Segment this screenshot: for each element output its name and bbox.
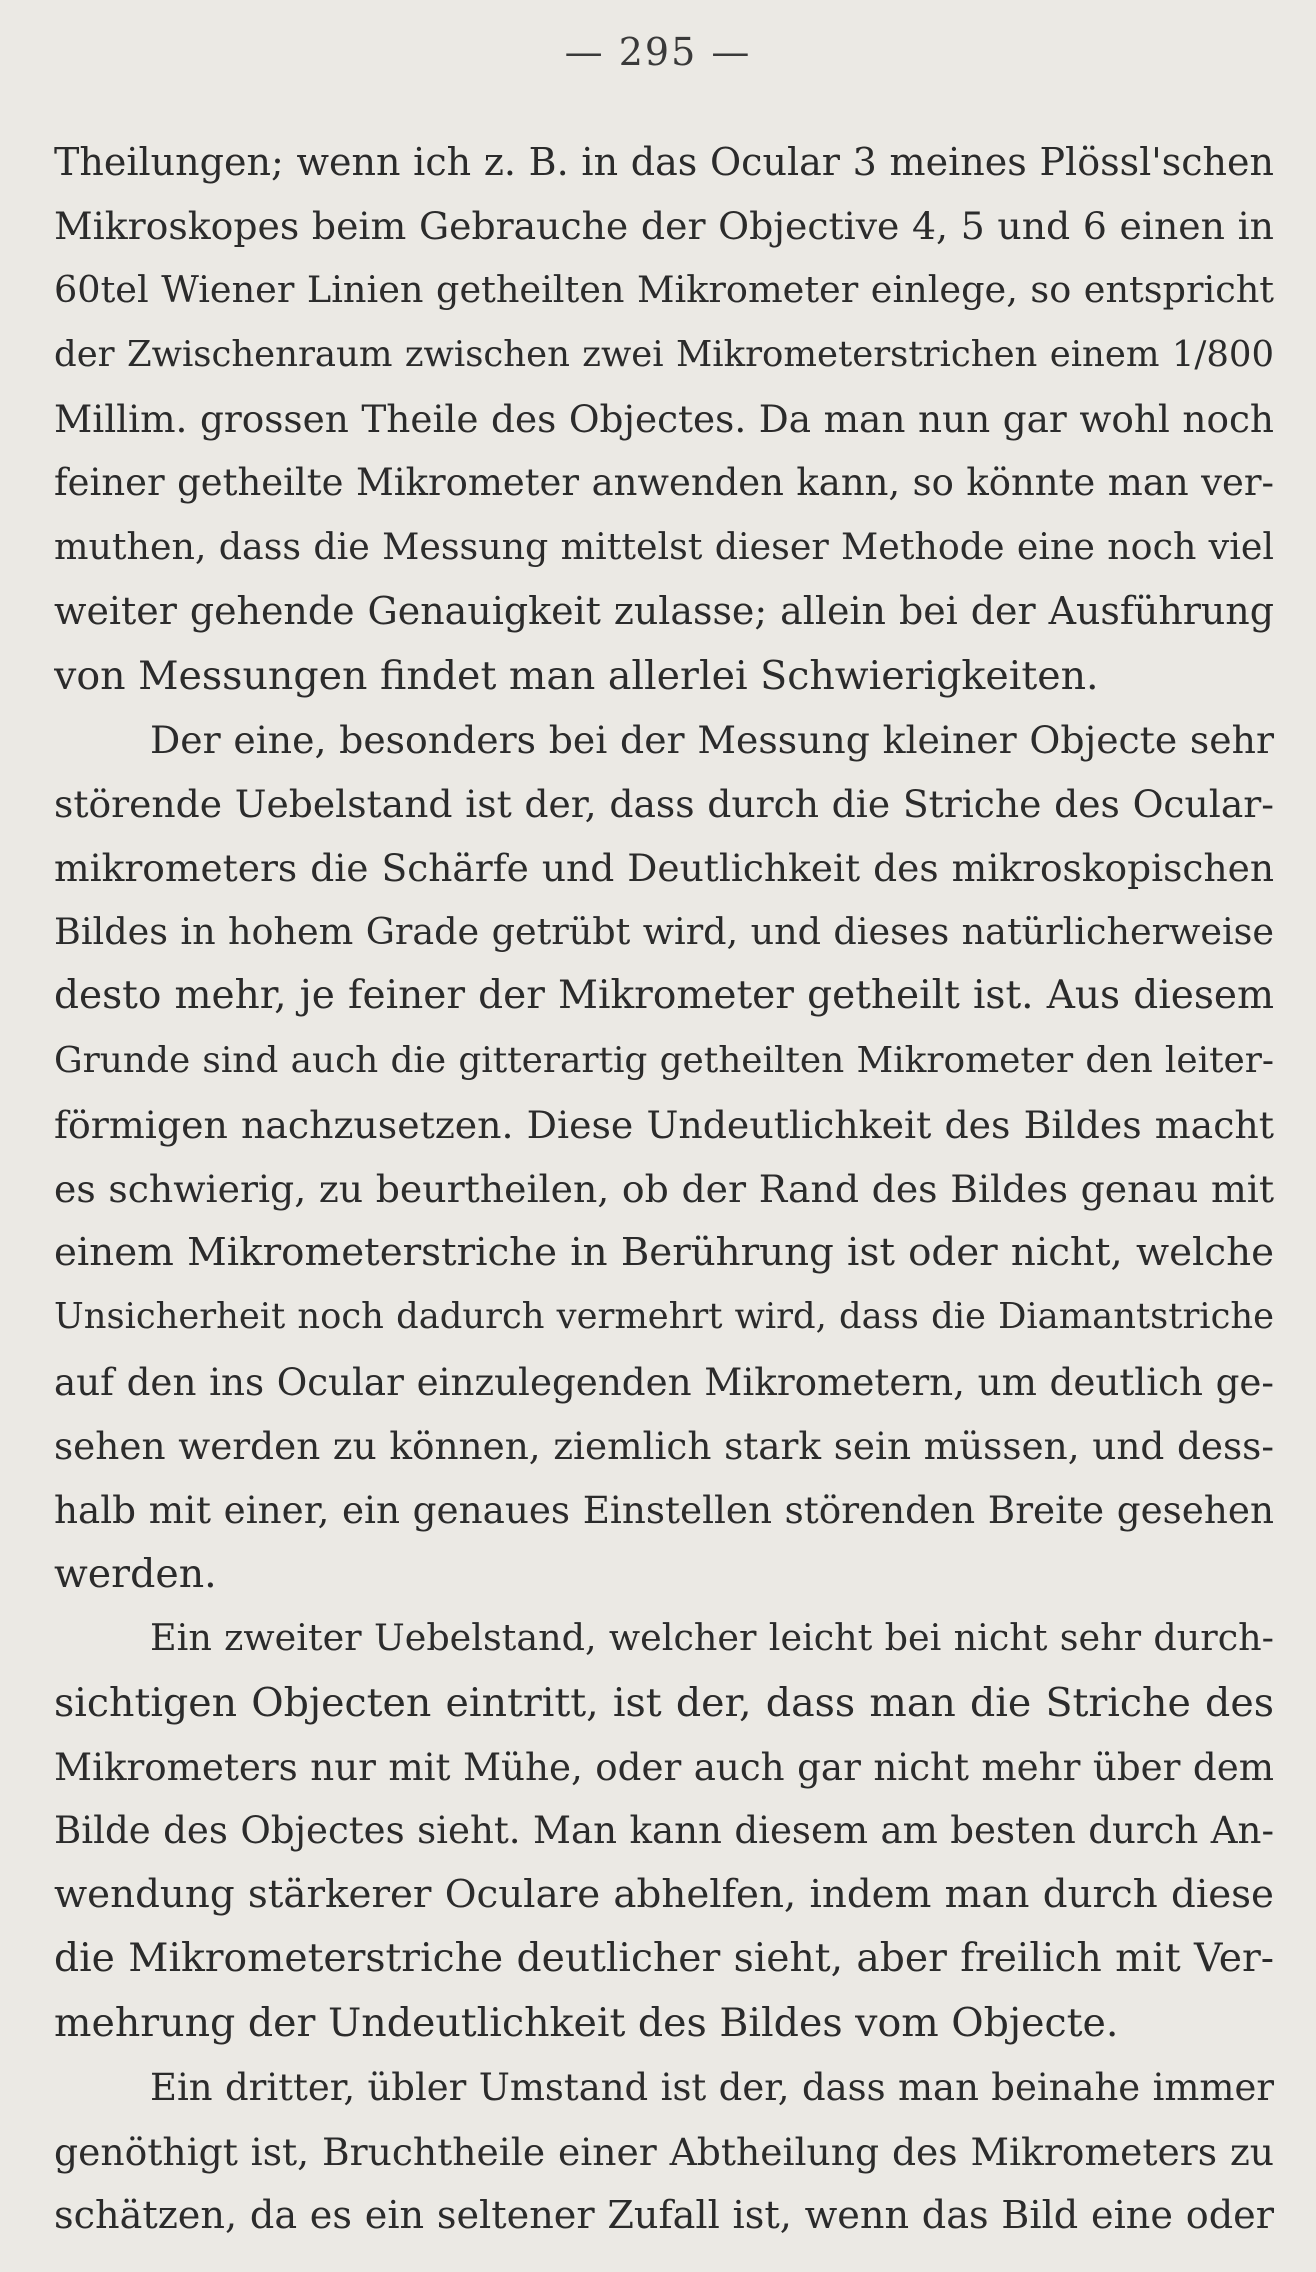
text-line: von Messungen findet man allerlei Schwierigkeiten.: [54, 652, 1099, 699]
text-line: mehrung der Undeutlichkeit des Bildes vom Objecte.: [54, 2000, 1119, 2047]
text-line: förmigen nachzusetzen. Diese Undeutlichkeit des Bildes macht: [54, 1102, 1274, 1147]
text-line: es schwierig, zu beurtheilen, ob der Rand des Bildes genau mit: [54, 1167, 1274, 1211]
text-line: sichtigen Objecten eintritt, ist der, dass man die Striche des: [54, 1679, 1274, 1726]
text-line: 60tel Wiener Linien getheilten Mikrometer einlege, so entspricht: [54, 268, 1274, 312]
text-line: die Mikrometerstriche deutlicher sieht, aber freilich mit Ver-: [54, 1936, 1274, 1982]
text-line: Millim. grossen Theile des Objectes. Da man nun gar wohl noch: [54, 396, 1274, 441]
text-line: schätzen, da es ein seltener Zufall ist, wenn das Bild eine oder: [54, 2194, 1274, 2238]
text-line: Mikroskopes beim Gebrauche der Objective 4, 5 und 6 einen in: [54, 204, 1274, 249]
text-line: Mikrometers nur mit Mühe, oder auch gar nicht mehr über dem: [54, 1744, 1274, 1789]
text-line: mikrometers die Schärfe und Deutlichkeit des mikroskopischen: [54, 846, 1274, 891]
text-line: wendung stärkerer Oculare abhelfen, indem man durch diese: [54, 1872, 1274, 1918]
text-line: sehen werden zu können, ziemlich stark sein müssen, und dess-: [54, 1423, 1274, 1468]
text-line: feiner getheilte Mikrometer anwenden kann, so könnte man ver-: [54, 460, 1274, 504]
text-line: Bilde des Objectes sieht. Man kann diesem am besten durch An-: [54, 1808, 1274, 1852]
text-line: Ein dritter, übler Umstand ist der, dass man beinahe immer: [150, 2065, 1274, 2109]
text-line: Ein zweiter Uebelstand, welcher leicht bei nicht sehr durch-: [150, 1616, 1274, 1660]
text-line: auf den ins Ocular einzulegenden Mikrometern, um deutlich ge-: [54, 1359, 1274, 1404]
text-line: störende Uebelstand ist der, dass durch die Striche des Ocular-: [54, 781, 1274, 826]
text-line: werden.: [54, 1551, 217, 1598]
text-line: Bildes in hohem Grade getrübt wird, und dieses natürlicherweise: [54, 910, 1274, 954]
text-line: Grunde sind auch die gitterartig getheilten Mikrometer den leiter-: [54, 1039, 1274, 1081]
page-number: — 295 —: [564, 30, 752, 74]
body-text: [54, 130, 1274, 2248]
text-line: Der eine, besonders bei der Messung kleiner Objecte sehr: [150, 717, 1274, 762]
text-line: Theilungen; wenn ich z. B. in das Ocular 3 meines Plössl'schen: [54, 140, 1274, 184]
text-line: der Zwischenraum zwischen zwei Mikrometerstrichen einem 1/800: [54, 333, 1274, 375]
text-line: weiter gehende Genauigkeit zulasse; allein bei der Ausführung: [54, 589, 1274, 634]
text-line: halb mit einer, ein genaues Einstellen störenden Breite gesehen: [54, 1487, 1274, 1532]
text-line: muthen, dass die Messung mittelst dieser Methode eine noch viel: [54, 525, 1274, 569]
text-line: genöthigt ist, Bruchtheile einer Abtheilung des Mikrometers zu: [54, 2129, 1274, 2174]
text-line: einem Mikrometerstriche in Berührung ist oder nicht, welche: [54, 1230, 1274, 1276]
text-line: Unsicherheit noch dadurch vermehrt wird, dass die Diamantstriche: [54, 1296, 1274, 1338]
text-line: desto mehr, je feiner der Mikrometer getheilt ist. Aus diesem: [54, 973, 1274, 1019]
